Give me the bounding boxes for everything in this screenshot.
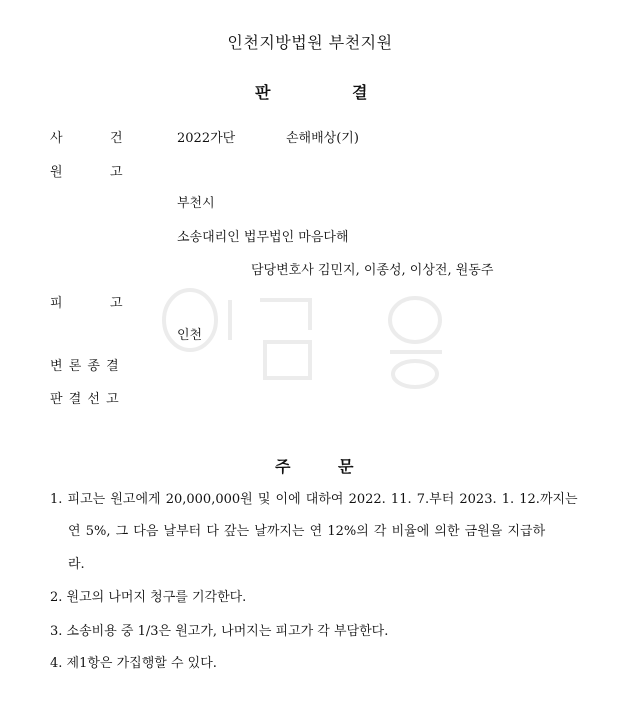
order-item-2: 2. 원고의 나머지 청구를 기각한다. <box>50 590 247 605</box>
case-number: 2022가단 <box>177 131 236 146</box>
plaintiff-label-char-1: 원 <box>50 165 63 180</box>
order-title-char-1: 주 <box>275 457 291 476</box>
plaintiff-address: 부천시 <box>177 196 215 211</box>
closing-date-label: 변 론 종 결 <box>50 359 120 374</box>
order-1-line-1: 1. 피고는 원고에게 20,000,000원 및 이에 대하여 2022. 11. 7.부터 2023. 1. 12.까지는 <box>50 492 578 507</box>
court-name: 인천지방법원 부천지원 <box>227 33 393 52</box>
title-char-2: 결 <box>352 83 368 102</box>
plaintiff-attorneys: 담당변호사 김민지, 이종성, 이상전, 원동주 <box>251 263 494 278</box>
order-1-line-2: 연 5%, 그 다음 날부터 다 갚는 날까지는 연 12%의 각 비율에 의한 금원을 지급하 <box>68 524 546 539</box>
defendant-label-char-2: 고 <box>110 296 123 311</box>
defendant-label-char-1: 피 <box>50 296 63 311</box>
order-item-3: 3. 소송비용 중 1/3은 원고가, 나머지는 피고가 각 부담한다. <box>50 624 389 639</box>
verdict-date-label: 판 결 선 고 <box>50 392 120 407</box>
case-label-char-2: 건 <box>110 131 123 146</box>
order-title-char-2: 문 <box>338 457 354 476</box>
order-item-4: 4. 제1항은 가집행할 수 있다. <box>50 656 217 671</box>
order-1-line-3: 라. <box>68 557 85 572</box>
plaintiff-counsel: 소송대리인 법무법인 마음다해 <box>177 230 349 245</box>
case-name: 손해배상(기) <box>286 131 359 146</box>
plaintiff-label-char-2: 고 <box>110 165 123 180</box>
case-label-char-1: 사 <box>50 131 63 146</box>
title-char-1: 판 <box>255 83 271 102</box>
defendant-address: 인천 <box>177 328 203 343</box>
